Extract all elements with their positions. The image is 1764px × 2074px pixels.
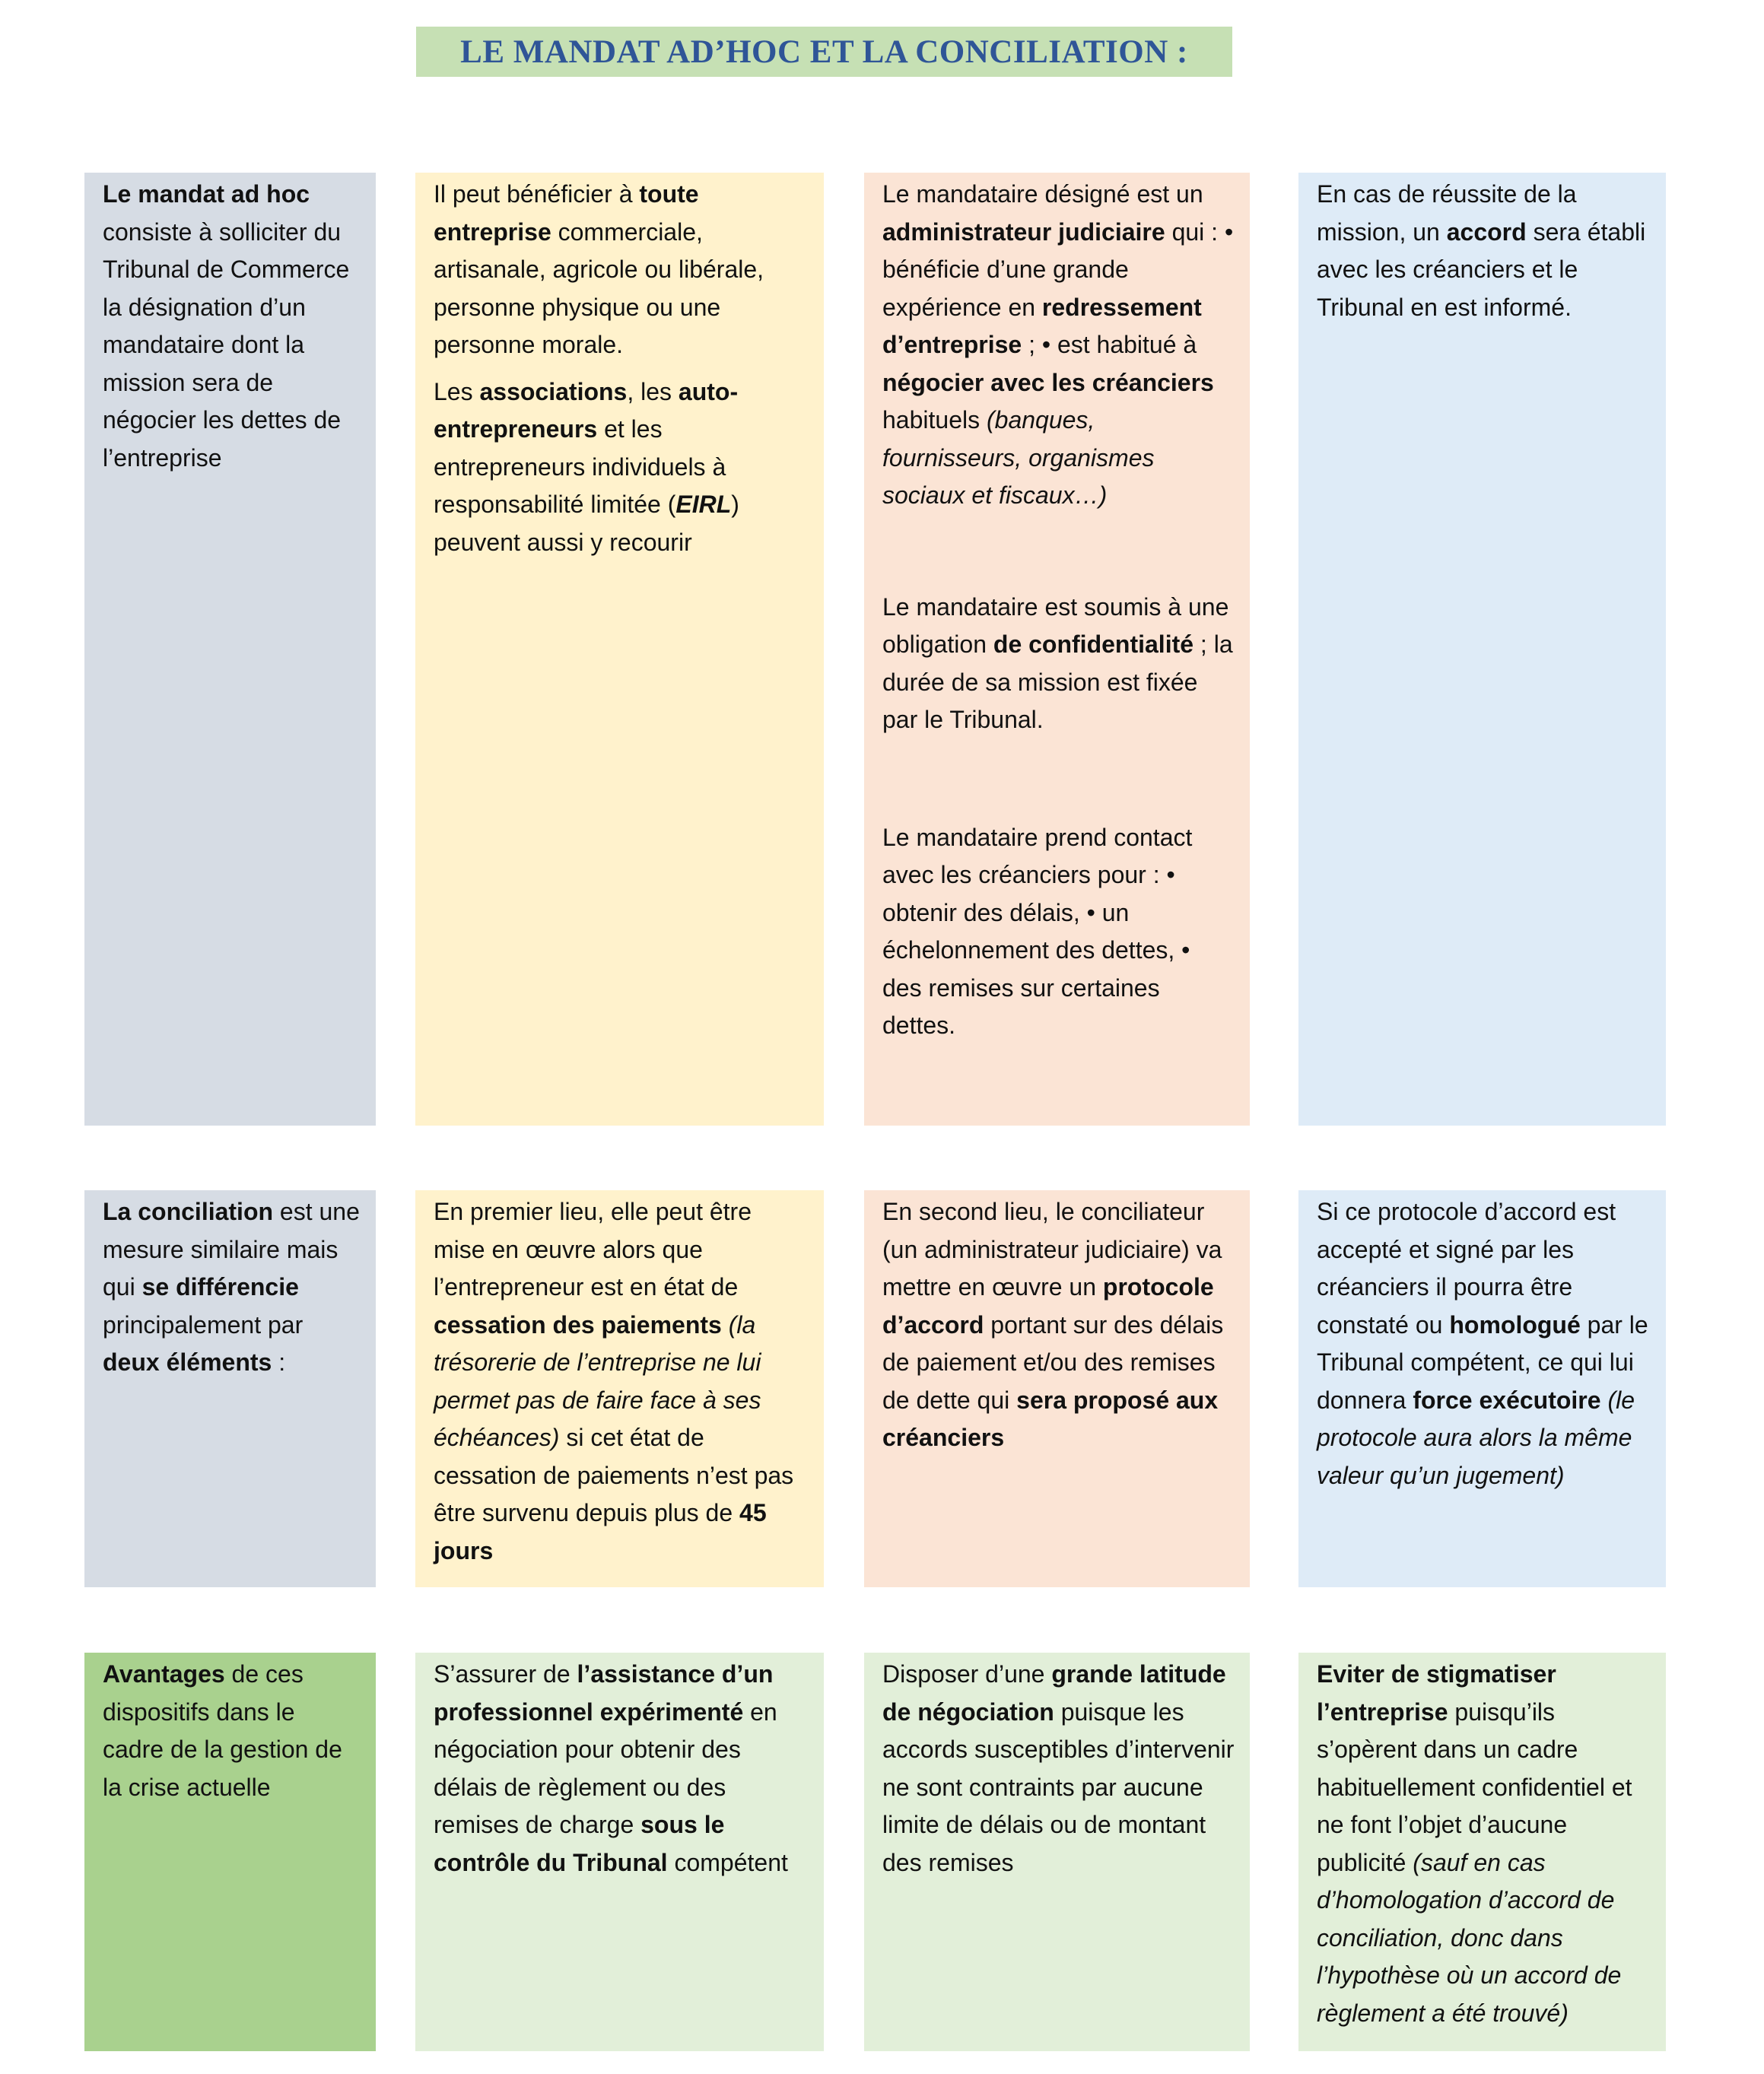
bold-text: l’assistance d’un professionnel expérimenté xyxy=(434,1660,774,1726)
paragraph xyxy=(434,176,809,364)
text: si cet état de cessation de paiements n’est pas être survenu depuis plus de xyxy=(434,1424,794,1526)
advantage-latitude-box xyxy=(864,1653,1250,2051)
text: commerciale, artisanale, agricole ou libérale, personne physique ou une personne morale. xyxy=(434,218,764,358)
paragraph xyxy=(1317,1656,1651,2032)
text: habituels xyxy=(882,406,987,434)
bold-text: se différencie xyxy=(141,1273,299,1301)
bold-text: Eviter de stigmatiser l’entreprise xyxy=(1317,1660,1556,1726)
italic-text: (banques, fournisseurs, organismes sociaux et fiscaux…) xyxy=(882,406,1155,509)
paragraph xyxy=(103,176,361,477)
text: puisqu’ils s’opèrent dans un cadre habituellement confidentiel et ne font l’objet d’aucune publicité xyxy=(1317,1698,1632,1876)
text: en négociation pour obtenir des délais de règlement ou des remises de charge xyxy=(434,1698,777,1838)
paragraph xyxy=(1317,1193,1651,1494)
text: ; • est habitué à xyxy=(1022,331,1197,358)
text: Les xyxy=(434,377,480,405)
bold-text: cessation des paiements xyxy=(434,1310,722,1339)
text: puisque les accords susceptibles d’intervenir ne sont contraints par aucune limite de délais ou de montant des remises xyxy=(882,1698,1235,1876)
bold-text: redressement d’entreprise xyxy=(882,293,1202,358)
bold-text: force exécutoire xyxy=(1413,1386,1601,1414)
bold-text: administrateur judiciaire xyxy=(882,218,1165,246)
paragraph xyxy=(882,176,1235,515)
bold-text: deux éléments xyxy=(103,1348,272,1376)
conciliation-first-element-box xyxy=(415,1190,824,1587)
paragraph xyxy=(882,1193,1235,1457)
bold-text: accord xyxy=(1446,218,1527,246)
text: En premier lieu, elle peut être mise en œuvre alors que l’entrepreneur est en état de xyxy=(434,1198,752,1301)
text: En second lieu, le conciliateur (un administrateur judiciaire) va mettre en œuvre un xyxy=(882,1198,1222,1301)
conciliation-second-element-box xyxy=(864,1190,1250,1587)
paragraph xyxy=(434,373,809,562)
italic-text: (le protocole aura alors la même valeur qu’un jugement) xyxy=(1317,1386,1635,1489)
bold-text: EIRL xyxy=(675,491,732,518)
text: Si ce protocole d’accord est accepté et signé par les créanciers il pourra être constaté ou xyxy=(1317,1198,1616,1339)
text: , les xyxy=(627,377,679,405)
advantage-confidentiality-box xyxy=(1298,1653,1666,2051)
bold-text: associations xyxy=(479,377,628,405)
bold-text: homologué xyxy=(1449,1310,1581,1339)
bold-text: Le mandat ad hoc xyxy=(103,180,310,208)
bold-text: auto-entrepreneurs xyxy=(434,377,739,443)
text: ; la durée de sa mission est fixée par le Tribunal. xyxy=(882,630,1233,733)
text: Le mandataire désigné est un xyxy=(882,180,1203,208)
conciliation-definition-box xyxy=(84,1190,376,1587)
paragraph xyxy=(1317,176,1651,326)
text: qui : • bénéficie d’une grande expérience en xyxy=(882,218,1234,321)
paragraph xyxy=(434,1193,809,1570)
mandat-outcome-box xyxy=(1298,173,1666,1126)
text xyxy=(722,1311,729,1339)
mandat-eligibility-box xyxy=(415,173,824,1126)
text: principalement par xyxy=(103,1310,304,1339)
bold-text: de confidentialité xyxy=(993,630,1194,658)
advantages-heading-box xyxy=(84,1653,376,2051)
text: S’assurer de xyxy=(434,1660,577,1688)
paragraph xyxy=(882,1656,1235,1882)
text: par le Tribunal compétent, ce qui lui donnera xyxy=(1317,1310,1648,1414)
text: Disposer d’une xyxy=(882,1660,1052,1688)
text: sera établi avec les créanciers et le Tribunal en est informé. xyxy=(1317,218,1646,321)
conciliation-outcome-box xyxy=(1298,1190,1666,1587)
text: Le mandataire est soumis à une obligation xyxy=(882,592,1229,658)
mandataire-role-box xyxy=(864,173,1250,1126)
text: et les entrepreneurs individuels à responsabilité limitée ( xyxy=(434,415,726,518)
paragraph xyxy=(103,1193,361,1382)
bold-text: La conciliation xyxy=(103,1198,274,1225)
paragraph xyxy=(882,589,1235,739)
paragraph xyxy=(882,819,1235,1045)
bold-text: négocier avec les créanciers xyxy=(882,368,1214,396)
text: portant sur des délais de paiement et/ou des remises de dette qui xyxy=(882,1310,1224,1414)
bold-text: toute entreprise xyxy=(434,180,699,246)
page-title: LE MANDAT AD’HOC ET LA CONCILIATION : xyxy=(416,27,1232,77)
paragraph xyxy=(103,1656,361,1806)
text: : xyxy=(272,1348,286,1376)
bold-text: Avantages xyxy=(103,1660,225,1688)
text: consiste à solliciter du Tribunal de Commerce la désignation d’un mandataire dont la mission sera de négocier les dettes de l’entreprise xyxy=(103,218,350,472)
italic-text: (sauf en cas d’homologation d’accord de conciliation, donc dans l’hypothèse où un accord de règlement a été trouvé) xyxy=(1317,1848,1622,2027)
bold-text: sera proposé aux créanciers xyxy=(882,1386,1219,1451)
text: compétent xyxy=(667,1848,788,1876)
mandat-definition-box xyxy=(84,173,376,1126)
paragraph xyxy=(434,1656,809,1882)
italic-text: (la trésorerie de l’entreprise ne lui permet pas de faire face à ses échéances) xyxy=(434,1310,761,1451)
text: Le mandataire prend contact avec les créanciers pour : • obtenir des délais, • un échelonnement des dettes, • des remises sur certaines dettes. xyxy=(882,823,1193,1039)
bold-text: grande latitude de négociation xyxy=(882,1660,1226,1726)
text: ) peuvent aussi y recourir xyxy=(434,491,739,556)
bold-text: protocole d’accord xyxy=(882,1273,1214,1339)
bold-text: sous le contrôle du Tribunal xyxy=(434,1811,725,1876)
text: de ces dispositifs dans le cadre de la gestion de la crise actuelle xyxy=(103,1660,342,1801)
text: Il peut bénéficier à xyxy=(434,180,640,208)
bold-text: 45 jours xyxy=(434,1499,767,1564)
text: est une mesure similaire mais qui xyxy=(103,1198,360,1301)
text: En cas de réussite de la mission, un xyxy=(1317,180,1577,246)
advantage-assistance-box xyxy=(415,1653,824,2051)
